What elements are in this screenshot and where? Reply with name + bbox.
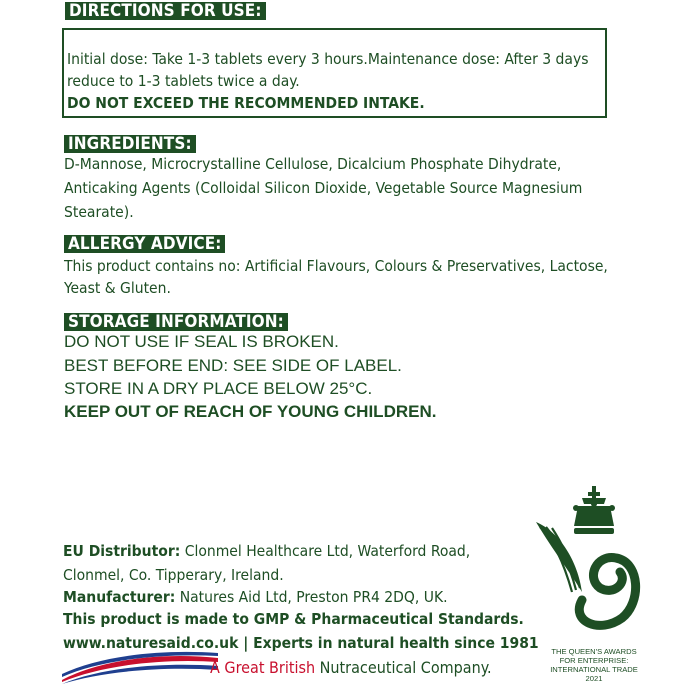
tagline: [210, 657, 492, 679]
ingredients-line-1: D-Mannose, Microcrystalline Cellulose, Dicalcium Phosphate Dihydrate,: [64, 155, 562, 173]
directions-heading: DIRECTIONS FOR USE:: [65, 2, 266, 20]
manufacturer-value: Natures Aid Ltd, Preston PR4 2DQ, UK.: [175, 588, 448, 606]
storage-line-4: KEEP OUT OF REACH OF YOUNG CHILDREN.: [64, 402, 437, 421]
gmp-statement: This product is made to GMP & Pharmaceutical Standards.: [63, 610, 524, 628]
ingredients-heading: INGREDIENTS:: [64, 135, 196, 153]
directions-line-1: Initial dose: Take 1-3 tablets every 3 hours.Maintenance dose: After 3 days: [67, 50, 589, 68]
ingredients-line-2: Anticaking Agents (Colloidal Silicon Dioxide, Vegetable Source Magnesium: [64, 179, 583, 197]
ingredients-line-3: Stearate).: [64, 203, 134, 221]
queens-award-emblem-icon: [530, 482, 660, 642]
directions-line-2: reduce to 1-3 tablets twice a day.: [67, 72, 300, 90]
allergy-line-1: This product contains no: Artificial Flavours, Colours & Preservatives, Lactose,: [64, 257, 608, 275]
distributor-line-2: Clonmel, Co. Tipperary, Ireland.: [63, 566, 284, 584]
award-year: 2021: [585, 674, 603, 683]
website-line: www.naturesaid.co.uk | Experts in natural health since 1981: [63, 634, 539, 652]
award-line-3: INTERNATIONAL TRADE: [550, 665, 638, 674]
manufacturer-line: [63, 586, 448, 608]
storage-line-3: STORE IN A DRY PLACE BELOW 25°C.: [64, 379, 373, 398]
storage-heading: STORAGE INFORMATION:: [64, 313, 288, 331]
tagline-part-1: A Great British: [210, 658, 316, 677]
allergy-line-2: Yeast & Gluten.: [64, 279, 171, 297]
distributor-address-1: Clonmel Healthcare Ltd, Waterford Road,: [180, 542, 471, 560]
award-line-1: THE QUEEN'S AWARDS: [551, 647, 637, 656]
storage-line-1: DO NOT USE IF SEAL IS BROKEN.: [64, 332, 339, 351]
union-flag-swoosh-icon: [60, 650, 220, 684]
distributor-line-1: [63, 540, 470, 562]
distributor-label: EU Distributor:: [63, 542, 181, 560]
directions-warning: DO NOT EXCEED THE RECOMMENDED INTAKE.: [67, 94, 425, 112]
tagline-part-2: Nutraceutical Company.: [315, 658, 492, 677]
storage-line-2: BEST BEFORE END: SEE SIDE OF LABEL.: [64, 356, 402, 375]
allergy-heading: ALLERGY ADVICE:: [64, 235, 225, 253]
manufacturer-label: Manufacturer:: [63, 588, 176, 606]
award-line-2: FOR ENTERPRISE:: [559, 656, 629, 665]
